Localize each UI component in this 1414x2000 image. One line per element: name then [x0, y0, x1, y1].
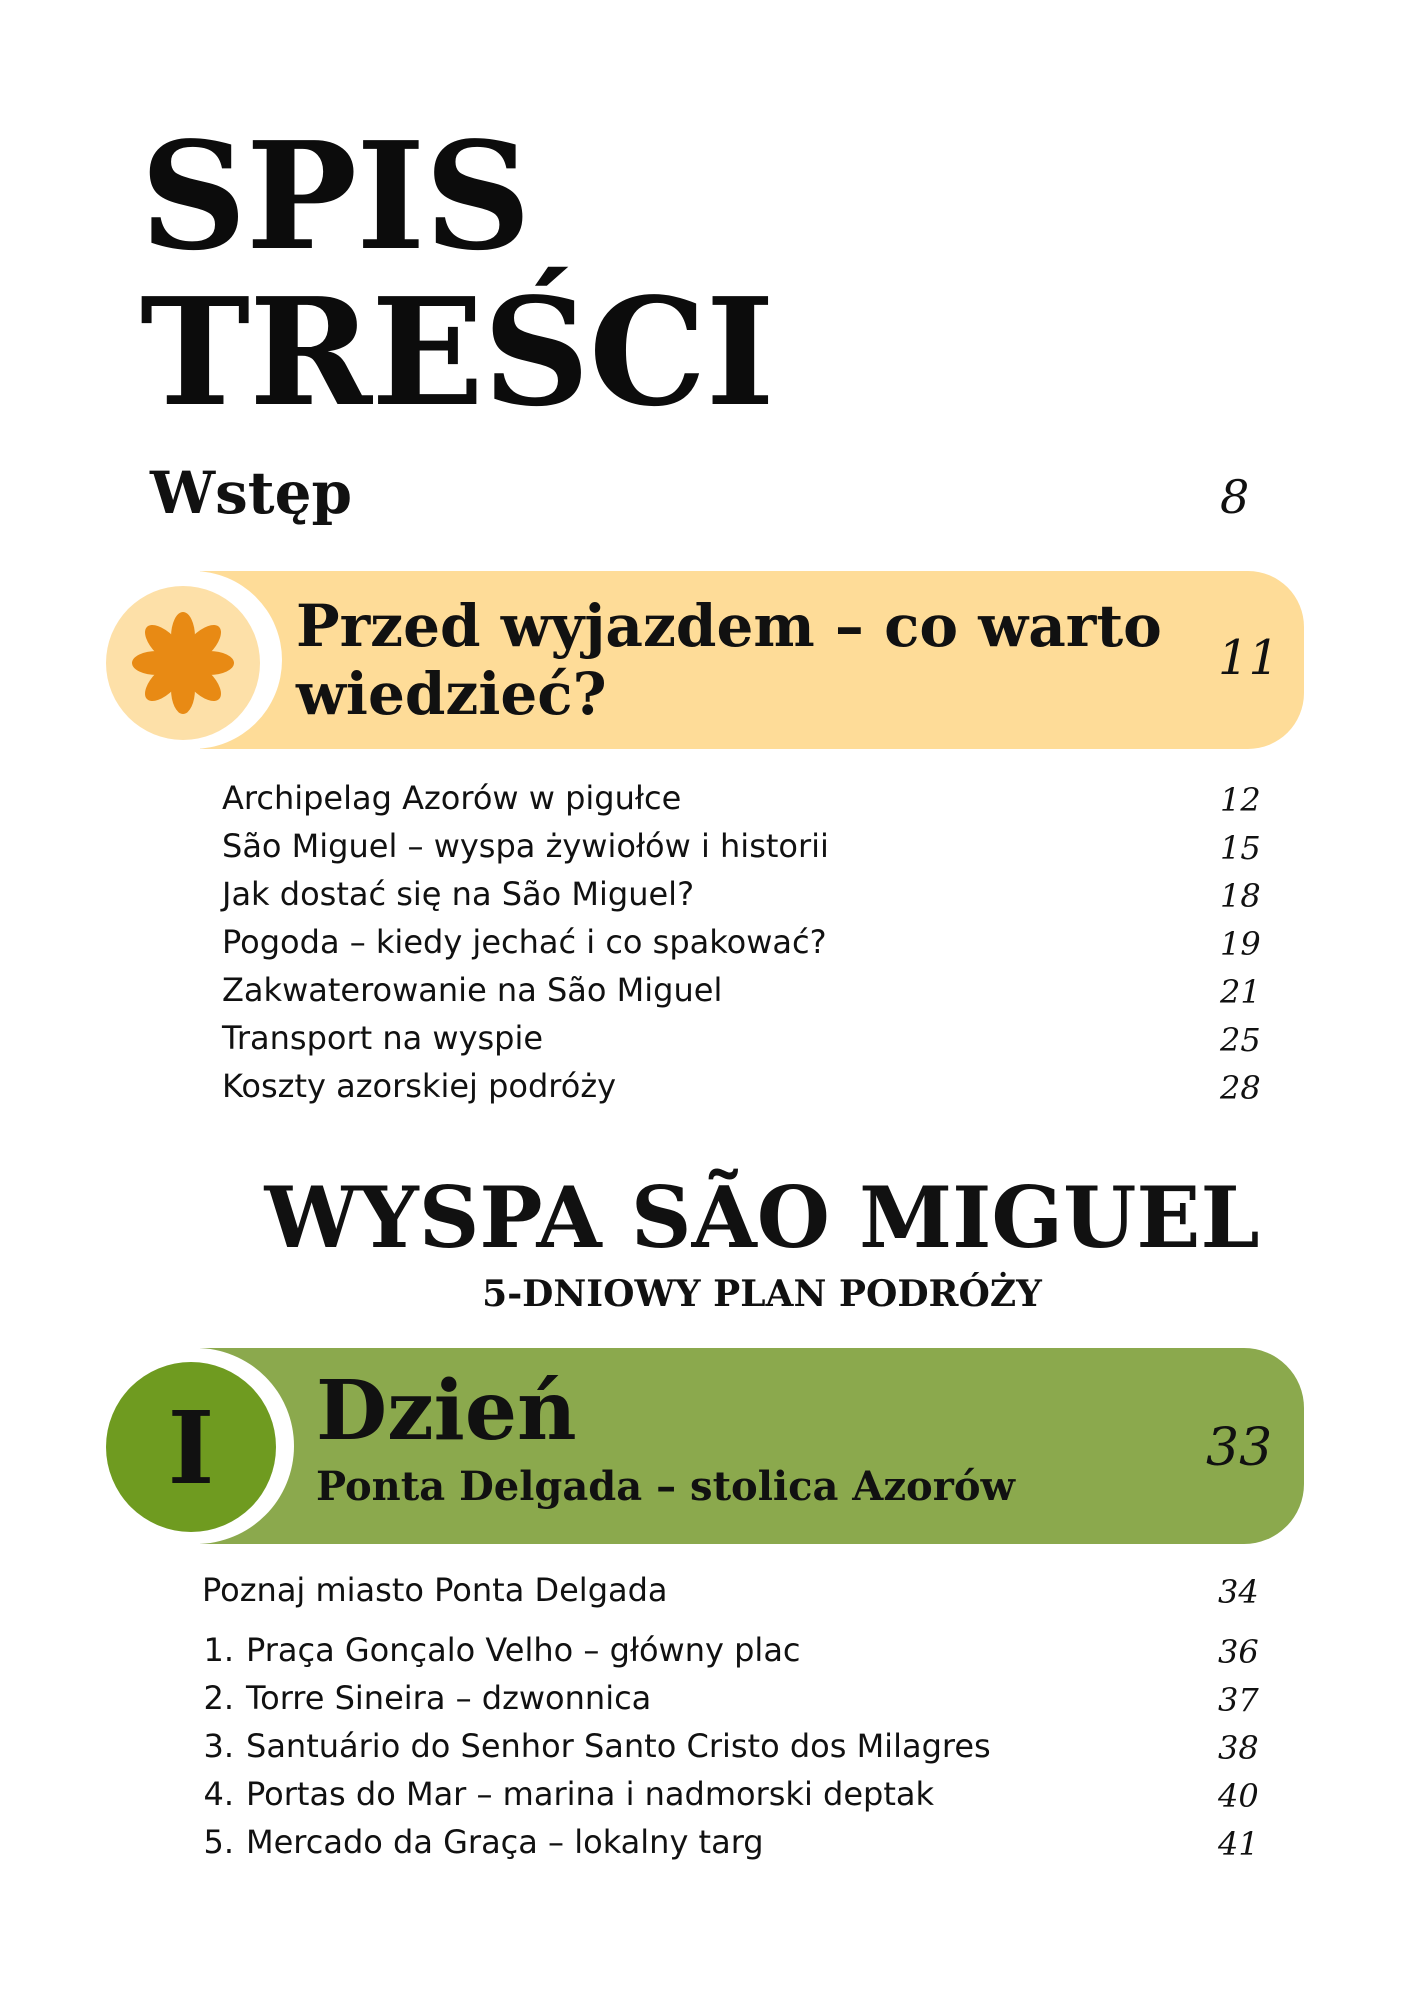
toc-item-text: Torre Sineira – dzwonnica [246, 1679, 652, 1717]
toc-item-label: Archipelag Azorów w pigułce [222, 779, 682, 817]
page-title [140, 109, 774, 439]
toc-item-label: Pogoda – kiedy jechać i co spakować? [222, 923, 827, 961]
toc-entry-intro-page: 8 [1220, 470, 1250, 524]
toc-item-label: São Miguel – wyspa żywiołów i historii [222, 827, 829, 865]
day-number: I [167, 1389, 215, 1507]
part-title: WYSPA SÃO MIGUEL [264, 1168, 1260, 1267]
toc-item[interactable] [222, 1064, 1262, 1112]
toc-item[interactable] [222, 824, 1262, 872]
toc-entry-intro-label[interactable]: Wstęp [150, 459, 353, 527]
toc-list-before-trip [222, 776, 1262, 1112]
toc-item-page: 38 [1218, 1729, 1259, 1767]
toc-item-number: 5. [203, 1823, 234, 1861]
section-page-before-trip: 11 [1218, 630, 1280, 686]
toc-item-label [192, 1772, 934, 1816]
toc-item-text: Mercado da Graça – lokalny targ [246, 1823, 764, 1861]
toc-item[interactable] [222, 1016, 1262, 1064]
toc-item-number: 2. [203, 1679, 234, 1717]
toc-item[interactable] [222, 920, 1262, 968]
toc-item-page: 12 [1220, 781, 1261, 819]
toc-item-label [192, 1724, 991, 1768]
toc-item-text: Santuário do Senhor Santo Cristo dos Milagres [246, 1727, 991, 1765]
toc-item-label: Zakwaterowanie na São Miguel [222, 971, 723, 1009]
page-title-line1: SPIS [140, 109, 531, 283]
toc-item-text: Portas do Mar – marina i nadmorski deptak [246, 1775, 934, 1813]
toc-item-label [192, 1676, 651, 1720]
toc-item-number: 4. [203, 1775, 234, 1813]
toc-item[interactable] [192, 1676, 1262, 1724]
day-page: 33 [1206, 1418, 1273, 1478]
toc-item-page: 37 [1218, 1681, 1259, 1719]
toc-item-label-city-intro[interactable]: Poznaj miasto Ponta Delgada [202, 1571, 668, 1609]
toc-item[interactable] [222, 776, 1262, 824]
toc-item-page: 21 [1220, 973, 1261, 1011]
toc-item[interactable] [192, 1628, 1262, 1676]
toc-item-page: 40 [1218, 1777, 1259, 1815]
toc-item-label: Transport na wyspie [222, 1019, 544, 1057]
toc-item-text: Praça Gonçalo Velho – główny plac [246, 1631, 801, 1669]
toc-item-page: 36 [1218, 1633, 1259, 1671]
toc-item-page: 18 [1220, 877, 1261, 915]
toc-item-label [192, 1820, 764, 1864]
toc-item[interactable] [192, 1772, 1262, 1820]
toc-item-page-city-intro: 34 [1218, 1573, 1259, 1611]
toc-item-label: Jak dostać się na São Miguel? [222, 875, 695, 913]
toc-item-page: 28 [1220, 1069, 1261, 1107]
toc-item[interactable] [222, 968, 1262, 1016]
toc-item-page: 41 [1218, 1825, 1259, 1863]
toc-item-number: 3. [203, 1727, 234, 1765]
page-title-line2: TREŚCI [140, 265, 774, 439]
toc-item-page: 15 [1220, 829, 1261, 867]
section-title-before-trip[interactable]: Przed wyjazdem – co warto wiedzieć? [296, 592, 1162, 728]
toc-item[interactable] [192, 1724, 1262, 1772]
toc-item-label [192, 1628, 801, 1672]
toc-item-page: 25 [1220, 1021, 1261, 1059]
day-subtitle: Ponta Delgada – stolica Azorów [316, 1463, 1015, 1510]
toc-list-day1 [192, 1628, 1262, 1868]
part-subtitle: 5-DNIOWY PLAN PODRÓŻY [482, 1273, 1042, 1315]
toc-item[interactable] [222, 872, 1262, 920]
toc-item-label: Koszty azorskiej podróży [222, 1067, 617, 1105]
toc-item-page: 19 [1220, 925, 1261, 963]
day-title[interactable]: Dzień [316, 1363, 577, 1459]
toc-item[interactable] [192, 1820, 1262, 1868]
toc-item-number: 1. [203, 1631, 234, 1669]
flower-icon [128, 608, 238, 718]
